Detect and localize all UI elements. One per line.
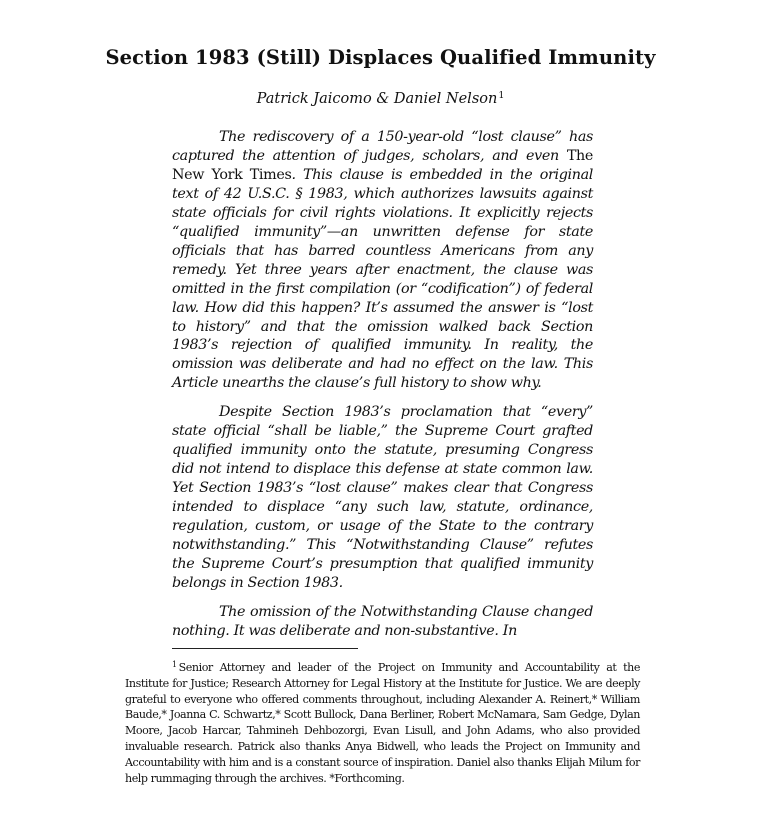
abstract-paragraph-1 xyxy=(172,128,593,393)
paper-title: Section 1983 (Still) Displaces Qualified Immunity xyxy=(105,46,656,69)
footnote-text: Senior Attorney and leader of the Project on Immunity and Accountability at the Institute for Justice; Research Attorney for Legal History at the Institute for Justice. We are deeply grateful to everyone who offered comments throughout, including Alexander A. Reinert,* William Baude,* Joanna C. Schwartz,* Scott Bullock, Dana Berliner, Robert McNamara, Sam Gedge, Dylan Moore, Jacob Harcar, Tahmineh Dehbozorgi, Evan Lisull, and John Adams, who also provided invaluable research. Patrick also thanks Anya Bidwell, who leads the Project on Immunity and Accountability with him and is a constant source of inspiration. Daniel also thanks Elijah Milum for help rummaging through the archives. *Forthcoming. xyxy=(125,661,640,785)
footnote-reference[interactable]: 1 xyxy=(498,90,505,101)
author-line xyxy=(0,90,761,107)
abstract-paragraph-2: Despite Section 1983’s proclamation that “every” state official “shall be liable,” the Supreme Court grafted qualified immunity onto the statute, presuming Congress did not intend to displace this defense at state common law. Yet Section 1983’s “lost clause” makes clear that Congress intended to displace “any such law, statute, ordinance, regulation, custom, or usage of the State to the contrary notwithstanding.” This “Notwithstanding Clause” refutes the Supreme Court’s presumption that qualified immunity belongs in Section 1983. xyxy=(172,404,593,591)
abstract-paragraph-3: The omission of the Notwithstanding Clause changed nothing. It was deliberate and non-substantive. In xyxy=(172,603,593,639)
author-names: Patrick Jaicomo & Daniel Nelson xyxy=(256,91,498,107)
footnote xyxy=(125,657,640,786)
abstract xyxy=(172,128,593,651)
abstract-p1-text-c: . This clause is embedded in the original text of 42 U.S.C. § 1983, which authorizes lawsuits against state officials for civil rights violations. It explicitly rejects “qualified immunity”—an unwritten defense for state officials that has barred countless Americans from any remedy. Yet three years after enactment, the clause was omitted in the first compilation (or “codification”) of federal law. How did this happen? It’s assumed the answer is “lost to history” and that the omission walked back Section 1983’s rejection of qualified immunity. In reality, the omission was deliberate and had no effect on the law. This Article unearths the clause’s full history to show why. xyxy=(172,166,593,392)
footnote-paragraph xyxy=(125,657,640,786)
footnote-divider xyxy=(172,648,358,649)
publication-name: The New York Times xyxy=(172,147,593,183)
footnote-mark: 1 xyxy=(172,660,177,669)
abstract-p1-text-a: The rediscovery of a 150-year-old “lost clause” has captured the attention of judges, scholars, and even xyxy=(172,129,593,164)
